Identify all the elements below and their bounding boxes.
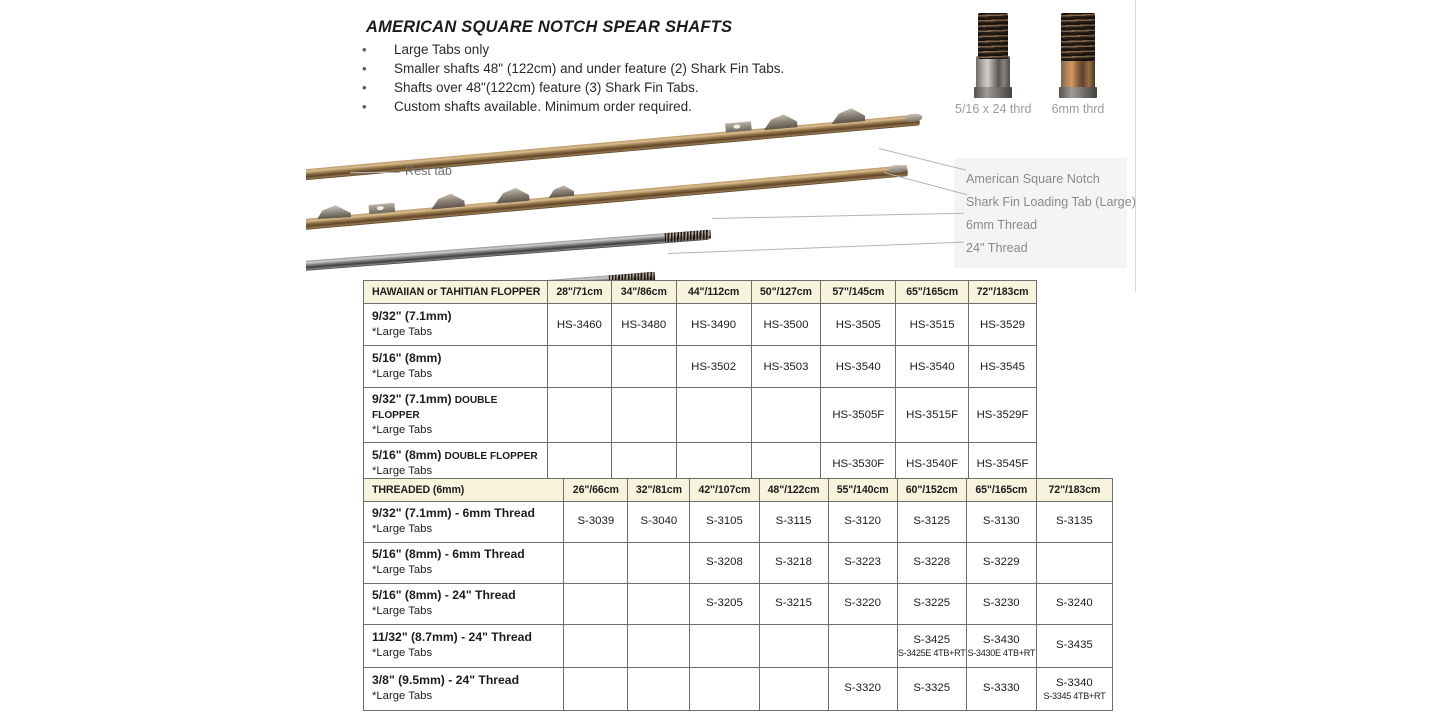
part-number-cell <box>1036 543 1112 584</box>
row-label-size: 9/32" (7.1mm) - 6mm Thread <box>372 506 535 521</box>
part-number-cell: S-3040 <box>628 502 690 543</box>
part-number-cell: HS-3529 <box>969 304 1037 346</box>
part-number-cell: S-3229 <box>966 543 1036 584</box>
shark-fin-tab-icon <box>495 186 530 204</box>
row-label-note: *Large Tabs <box>372 367 433 380</box>
part-number-cell <box>676 388 751 443</box>
bolt-illustration <box>962 8 1024 98</box>
row-label <box>364 388 548 443</box>
row-label <box>364 543 564 584</box>
part-number-cell <box>628 668 690 711</box>
flopper-table <box>363 280 1037 485</box>
part-number-cell: HS-3502 <box>676 346 751 388</box>
rest-tab-label: Rest tab <box>405 164 452 178</box>
part-number-cell: HS-3500 <box>751 304 821 346</box>
row-label-note: *Large Tabs <box>372 423 433 436</box>
column-header-size: 32"/81cm <box>628 479 690 502</box>
bolt-threads <box>1061 13 1095 61</box>
column-header-label: HAWAIIAN or TAHITIAN FLOPPER <box>364 281 548 304</box>
part-number-cell: HS-3505F <box>821 388 896 443</box>
part-number-cell: S-3130 <box>966 502 1036 543</box>
row-label-size: 5/16" (8mm) - 24" Thread <box>372 588 516 603</box>
part-number-cell: S-3205 <box>690 584 759 625</box>
part-number-cell: HS-3540F <box>896 443 969 485</box>
table-row <box>364 584 1113 625</box>
rest-tab-leader-line <box>350 172 400 173</box>
shaft-tip <box>905 113 923 122</box>
column-header-size: 34"/86cm <box>611 281 676 304</box>
part-number-cell <box>547 388 611 443</box>
table-row <box>364 502 1113 543</box>
row-label-note: *Large Tabs <box>372 564 433 577</box>
callout-24in-thread: 24" Thread <box>966 241 1028 255</box>
part-number-cell: S-3220 <box>828 584 897 625</box>
column-header-label: THREADED (6mm) <box>364 479 564 502</box>
shaft-row-3 <box>306 230 709 272</box>
part-number-cell <box>628 543 690 584</box>
row-label <box>364 584 564 625</box>
part-number-cell: S-3105 <box>690 502 759 543</box>
row-label-note: *Large Tabs <box>372 325 433 338</box>
part-number-cell: HS-3545F <box>969 443 1037 485</box>
part-number-cell: S-3240 <box>1036 584 1112 625</box>
column-header-size: 28"/71cm <box>547 281 611 304</box>
table-row <box>364 668 1113 711</box>
part-number-cell: S-3425 S-3425E 4TB+RT <box>897 625 966 668</box>
bullet-icon: • <box>362 80 367 95</box>
row-label-size: 5/16" (8mm) <box>372 350 442 365</box>
row-label-size: 9/32" (7.1mm) <box>372 392 452 406</box>
column-header-size: 72"/183cm <box>1036 479 1112 502</box>
row-label-size: 3/8" (9.5mm) - 24" Thread <box>372 673 520 688</box>
row-label-note: *Large Tabs <box>372 647 433 660</box>
shark-fin-tab-icon <box>830 106 865 124</box>
part-number-cell: S-3330 <box>966 668 1036 711</box>
row-label-variant: DOUBLE FLOPPER <box>372 395 498 421</box>
part-number-cell: S-3225 <box>897 584 966 625</box>
threaded-table <box>363 478 1113 711</box>
part-number-cell: S-3039 <box>564 502 628 543</box>
6mm-thread-end <box>665 230 712 243</box>
part-number-cell: S-3320 <box>828 668 897 711</box>
bolt-collar <box>974 87 1012 98</box>
callout-6mm-thread: 6mm Thread <box>966 218 1038 232</box>
shark-fin-tab-icon <box>548 184 575 198</box>
part-number-cell: S-3120 <box>828 502 897 543</box>
part-number-cell: S-3223 <box>828 543 897 584</box>
part-number-cell <box>564 584 628 625</box>
column-header-size: 44"/112cm <box>676 281 751 304</box>
shark-fin-tab-icon <box>762 112 797 130</box>
part-number-cell: HS-3545 <box>969 346 1037 388</box>
part-number-cell <box>690 625 759 668</box>
part-number-cell: S-3215 <box>759 584 828 625</box>
bullet-text: Custom shafts available. Minimum order required. <box>394 99 692 114</box>
part-number-cell <box>564 543 628 584</box>
callout-american-square-notch: American Square Notch <box>966 172 1100 186</box>
part-number-cell: S-3125 <box>897 502 966 543</box>
part-number-cell: S-3435 <box>1036 625 1112 668</box>
part-number-cell <box>751 388 821 443</box>
part-number-cell <box>690 668 759 711</box>
part-number-cell: S-3228 <box>897 543 966 584</box>
part-number-cell: S-3115 <box>759 502 828 543</box>
part-number-cell: S-3430 S-3430E 4TB+RT <box>966 625 1036 668</box>
thread-photo-6mm <box>1047 8 1109 116</box>
part-number-cell <box>611 346 676 388</box>
column-header-size: 72"/183cm <box>969 281 1037 304</box>
rest-tab-icon <box>317 203 352 219</box>
part-number-cell <box>564 668 628 711</box>
row-label <box>364 346 548 388</box>
row-label <box>364 502 564 543</box>
thread-photo-caption: 5/16 x 24 thrd <box>955 102 1032 116</box>
thread-photo-5-16x24 <box>955 8 1031 116</box>
part-number-cell: S-3230 <box>966 584 1036 625</box>
callout-panel <box>954 158 1136 268</box>
callout-shark-fin-loading-tab: Shark Fin Loading Tab (Large) <box>966 195 1136 209</box>
row-label <box>364 625 564 668</box>
table-header-row <box>364 479 1113 502</box>
bullet-text: Smaller shafts 48" (122cm) and under feature (2) Shark Fin Tabs. <box>394 61 785 76</box>
part-number-cell: HS-3540 <box>821 346 896 388</box>
part-number-cell: S-3340 S-3345 4TB+RT <box>1036 668 1112 711</box>
row-label-variant: DOUBLE FLOPPER <box>444 451 538 463</box>
column-header-size: 55"/140cm <box>828 479 897 502</box>
table-row <box>364 346 1037 388</box>
part-number-cell <box>759 668 828 711</box>
part-number-cell: S-3325 <box>897 668 966 711</box>
row-label-size: 5/16" (8mm) - 6mm Thread <box>372 547 525 562</box>
part-number-cell <box>628 625 690 668</box>
part-number-cell <box>547 346 611 388</box>
table-row <box>364 543 1113 584</box>
part-number-cell <box>759 625 828 668</box>
part-number-cell <box>628 584 690 625</box>
table-row <box>364 388 1037 443</box>
part-number-cell: S-3135 <box>1036 502 1112 543</box>
column-header-size: 48"/122cm <box>759 479 828 502</box>
bullet-text: Large Tabs only <box>394 42 490 57</box>
part-number-cell <box>564 625 628 668</box>
table-row <box>364 304 1037 346</box>
page-title: AMERICAN SQUARE NOTCH SPEAR SHAFTS <box>366 18 733 36</box>
column-header-size: 26"/66cm <box>564 479 628 502</box>
part-number-cell: HS-3490 <box>676 304 751 346</box>
row-label-note: *Large Tabs <box>372 605 433 618</box>
row-label-size: 11/32" (8.7mm) - 24" Thread <box>372 630 532 645</box>
part-number-cell: HS-3530F <box>821 443 896 485</box>
row-label-size: 5/16" (8mm) <box>372 448 442 463</box>
part-number-cell: HS-3480 <box>611 304 676 346</box>
row-label-size: 9/32" (7.1mm) <box>372 308 452 323</box>
table-header-row <box>364 281 1037 304</box>
part-number-cell: S-3208 <box>690 543 759 584</box>
column-header-size: 65"/165cm <box>966 479 1036 502</box>
part-number-cell: S-3218 <box>759 543 828 584</box>
table-row <box>364 625 1113 668</box>
part-number-cell: HS-3460 <box>547 304 611 346</box>
column-header-size: 60"/152cm <box>897 479 966 502</box>
bullet-icon: • <box>362 99 367 114</box>
row-label-note: *Large Tabs <box>372 464 433 477</box>
part-number-cell: HS-3540 <box>896 346 969 388</box>
bullet-icon: • <box>362 42 367 57</box>
bolt-threads <box>978 13 1008 59</box>
column-header-size: 57"/145cm <box>821 281 896 304</box>
bullet-icon: • <box>362 61 367 76</box>
part-number-cell <box>611 388 676 443</box>
row-label-note: *Large Tabs <box>372 690 433 703</box>
column-header-size: 65"/165cm <box>896 281 969 304</box>
bolt-collar <box>1059 87 1097 98</box>
bolt-illustration <box>1047 8 1109 98</box>
shaft-row-1 <box>306 114 920 181</box>
thread-photo-caption: 6mm thrd <box>1051 102 1105 116</box>
column-header-size: 42"/107cm <box>690 479 759 502</box>
row-label <box>364 304 548 346</box>
part-number-cell: HS-3515 <box>896 304 969 346</box>
shark-fin-tab-icon <box>430 192 465 210</box>
column-header-size: 50"/127cm <box>751 281 821 304</box>
part-number-cell: HS-3505 <box>821 304 896 346</box>
part-number-cell: HS-3503 <box>751 346 821 388</box>
shaft-row-2 <box>306 165 908 231</box>
row-label-note: *Large Tabs <box>372 523 433 536</box>
part-number-cell <box>828 625 897 668</box>
part-number-cell: HS-3515F <box>896 388 969 443</box>
part-number-cell: HS-3529F <box>969 388 1037 443</box>
row-label <box>364 668 564 711</box>
bullet-text: Shafts over 48"(122cm) feature (3) Shark Fin Tabs. <box>394 80 699 95</box>
